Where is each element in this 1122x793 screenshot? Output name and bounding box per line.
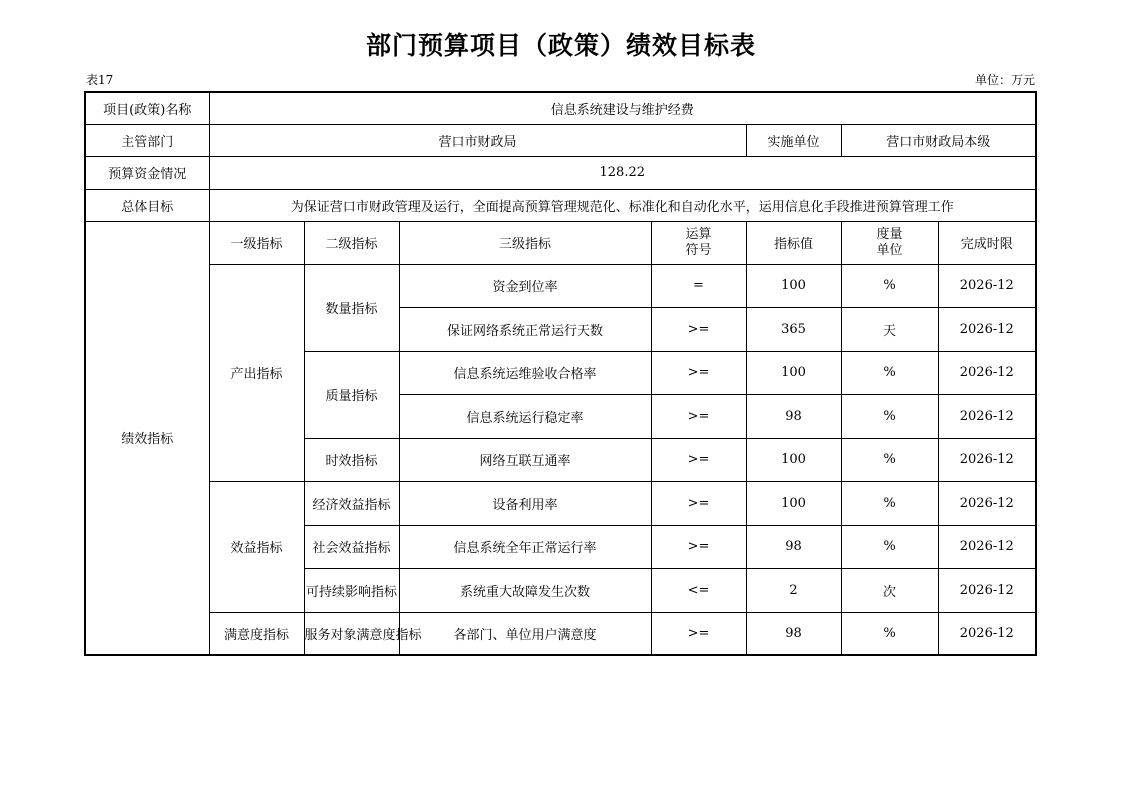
header-op <box>651 221 746 264</box>
metric-deadline: 2026-12 <box>938 612 1036 655</box>
group-output: 产出指标 <box>209 264 304 481</box>
sub-service: 服务对象满意度指标 <box>304 612 399 655</box>
sub-social: 社会效益指标 <box>304 525 399 568</box>
header-op-line1: 运算 <box>685 226 712 242</box>
metric-op: >= <box>651 394 746 438</box>
metric-op: <= <box>651 568 746 612</box>
metric-value: 98 <box>746 525 841 568</box>
metric-name: 保证网络系统正常运行天数 <box>399 307 651 351</box>
metric-unit: % <box>841 612 938 655</box>
sub-quantity: 数量指标 <box>304 264 399 351</box>
metric-name: 信息系统运行稳定率 <box>399 394 651 438</box>
metric-unit: % <box>841 394 938 438</box>
metric-deadline: 2026-12 <box>938 307 1036 351</box>
metric-name: 各部门、单位用户满意度 <box>399 612 651 655</box>
metric-value: 98 <box>746 394 841 438</box>
table-row <box>85 264 1036 307</box>
metric-deadline: 2026-12 <box>938 568 1036 612</box>
dept-row <box>85 124 1036 156</box>
table-number: 表17 <box>86 73 114 87</box>
table-row <box>85 481 1036 525</box>
metric-unit: % <box>841 264 938 307</box>
group-satisfaction: 满意度指标 <box>209 612 304 655</box>
metric-value: 100 <box>746 438 841 481</box>
metric-deadline: 2026-12 <box>938 438 1036 481</box>
header-deadline: 完成时限 <box>938 221 1036 264</box>
header-l1: 一级指标 <box>209 221 304 264</box>
metric-unit: 天 <box>841 307 938 351</box>
metric-op: >= <box>651 612 746 655</box>
metric-value: 100 <box>746 264 841 307</box>
metric-value: 100 <box>746 481 841 525</box>
metric-deadline: 2026-12 <box>938 264 1036 307</box>
unit-label: 单位：万元 <box>974 73 1035 87</box>
metric-name: 资金到位率 <box>399 264 651 307</box>
metric-name: 信息系统全年正常运行率 <box>399 525 651 568</box>
project-name-row <box>85 92 1036 124</box>
metric-op: = <box>651 264 746 307</box>
sub-sustain: 可持续影响指标 <box>304 568 399 612</box>
metric-op: >= <box>651 438 746 481</box>
metric-deadline: 2026-12 <box>938 351 1036 394</box>
metric-unit: % <box>841 525 938 568</box>
impl-label: 实施单位 <box>746 124 841 156</box>
header-value: 指标值 <box>746 221 841 264</box>
header-unit <box>841 221 938 264</box>
sub-quality: 质量指标 <box>304 351 399 438</box>
project-name-label: 项目(政策)名称 <box>85 92 209 124</box>
header-l2: 二级指标 <box>304 221 399 264</box>
metric-unit: 次 <box>841 568 938 612</box>
table-row <box>85 612 1036 655</box>
dept-value: 营口市财政局 <box>209 124 746 156</box>
header-unit-line1: 度量 <box>876 226 903 242</box>
metric-unit: % <box>841 351 938 394</box>
metric-value: 365 <box>746 307 841 351</box>
project-name-value: 信息系统建设与维护经费 <box>209 92 1036 124</box>
impl-value: 营口市财政局本级 <box>841 124 1036 156</box>
group-benefit: 效益指标 <box>209 481 304 612</box>
dept-label: 主管部门 <box>85 124 209 156</box>
metric-op: >= <box>651 525 746 568</box>
metric-name: 信息系统运维验收合格率 <box>399 351 651 394</box>
metric-name: 系统重大故障发生次数 <box>399 568 651 612</box>
goal-value: 为保证营口市财政管理及运行，全面提高预算管理规范化、标准化和自动化水平，运用信息化手段推进预算管理工作 <box>209 189 1036 221</box>
budget-value: 128.22 <box>209 156 1036 189</box>
header-row <box>85 221 1036 264</box>
goal-row <box>85 189 1036 221</box>
metric-value: 100 <box>746 351 841 394</box>
budget-row <box>85 156 1036 189</box>
metric-unit: % <box>841 438 938 481</box>
page-title: 部门预算项目（政策）绩效目标表 <box>365 31 756 60</box>
header-unit-line2: 单位 <box>876 242 903 258</box>
metric-name: 网络互联互通率 <box>399 438 651 481</box>
metric-value: 98 <box>746 612 841 655</box>
metric-unit: % <box>841 481 938 525</box>
metric-deadline: 2026-12 <box>938 481 1036 525</box>
perf-label: 绩效指标 <box>85 221 209 655</box>
metric-op: >= <box>651 481 746 525</box>
metric-op: >= <box>651 307 746 351</box>
metric-op: >= <box>651 351 746 394</box>
sub-timeliness: 时效指标 <box>304 438 399 481</box>
metric-deadline: 2026-12 <box>938 394 1036 438</box>
sub-economic: 经济效益指标 <box>304 481 399 525</box>
metric-name: 设备利用率 <box>399 481 651 525</box>
metric-deadline: 2026-12 <box>938 525 1036 568</box>
budget-label: 预算资金情况 <box>85 156 209 189</box>
performance-table <box>84 91 1037 656</box>
header-op-line2: 符号 <box>685 242 712 258</box>
metric-value: 2 <box>746 568 841 612</box>
goal-label: 总体目标 <box>85 189 209 221</box>
header-l3: 三级指标 <box>399 221 651 264</box>
